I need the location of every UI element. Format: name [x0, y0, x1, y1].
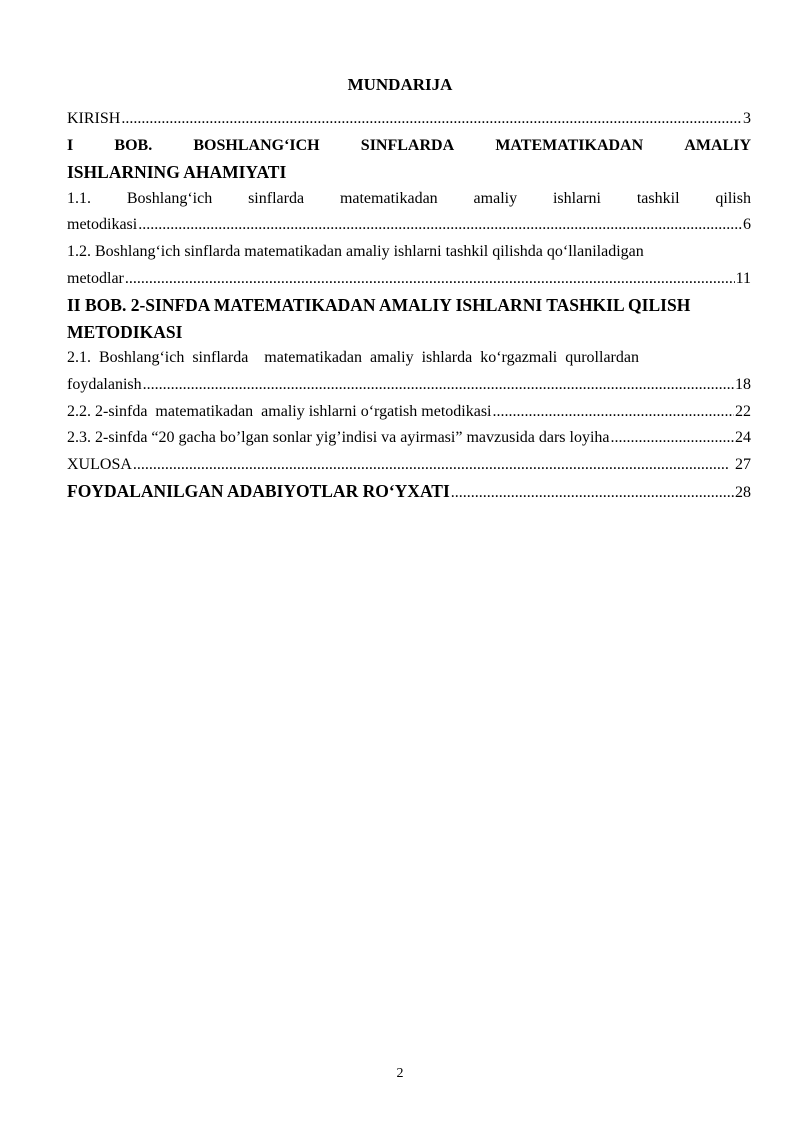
toc-entry-1-2-line1[interactable]: 1.2. Boshlang‘ich sinflarda matematikadan amaliy ishlarni tashkil qilishda qo‘llaniladigan [67, 242, 644, 260]
chapter-1-heading-line2: ISHLARNING AHAMIYATI [67, 162, 287, 183]
heading-word: BOB. [114, 136, 153, 154]
entry-word: ishlarni [552, 189, 601, 207]
table-of-contents [67, 106, 751, 505]
page-number: 2 [396, 1066, 404, 1081]
toc-entry-1-2-line2[interactable] [67, 266, 751, 293]
toc-entry-1-1-line1[interactable] [67, 186, 751, 213]
dot-leader [121, 106, 742, 133]
dot-leader [133, 452, 730, 479]
toc-entry-page: 24 [735, 429, 751, 447]
toc-entry-adabiyotlar[interactable] [67, 478, 751, 505]
entry-word: amaliy [473, 189, 518, 207]
heading-word: AMALIY [684, 136, 751, 154]
toc-entry-title: foydalanish [67, 375, 142, 393]
entry-word: qilish [715, 189, 751, 207]
toc-entry-title: FOYDALANILGAN ADABIYOTLAR RO‘YXATI [67, 481, 450, 502]
chapter-2-heading-line1[interactable]: II BOB. 2-SINFDA MATEMATIKADAN AMALIY ISHLARNI TASHKIL QILISH [67, 295, 691, 316]
dot-leader [143, 372, 734, 399]
entry-word: matematikadan [339, 189, 438, 207]
toc-entry-page: 22 [735, 402, 751, 420]
entry-word: Boshlang‘ich [126, 189, 213, 207]
page-title: MUNDARIJA [347, 75, 453, 94]
dot-leader [451, 480, 734, 507]
toc-entry-title: 2.2. 2-sinfda matematikadan amaliy ishlarni o‘rgatish metodikasi [67, 402, 492, 420]
chapter-1-heading-line1[interactable] [67, 133, 751, 160]
entry-word: sinflarda [248, 189, 305, 207]
toc-entry-title: metodlar [67, 269, 124, 287]
toc-entry-page: 18 [735, 375, 751, 393]
entry-word: tashkil [636, 189, 680, 207]
toc-entry-kirish[interactable] [67, 106, 751, 133]
dot-leader [611, 425, 734, 452]
toc-entry-title: metodikasi [67, 216, 138, 234]
toc-entry-2-1-line1[interactable]: 2.1. Boshlang‘ich sinflarda matematikadan amaliy ishlarda ko‘rgazmali qurollardan [67, 349, 639, 367]
toc-entry-page: 3 [743, 110, 751, 127]
toc-entry-xulosa[interactable] [67, 452, 751, 479]
chapter-2-heading-line2: METODIKASI [67, 321, 183, 342]
heading-word: I [67, 136, 74, 154]
toc-entry-title: KIRISH [67, 110, 121, 127]
dot-leader [138, 212, 742, 239]
heading-word: MATEMATIKADAN [495, 136, 644, 154]
entry-word: 1.1. [67, 189, 91, 207]
toc-entry-2-2[interactable] [67, 399, 751, 426]
toc-entry-title: 2.3. 2-sinfda “20 gacha bo’lgan sonlar yig’indisi va ayirmasi” mavzusida dars loyiha [67, 429, 610, 447]
toc-entry-title: XULOSA [67, 455, 132, 473]
toc-entry-page: 27 [731, 455, 751, 473]
dot-leader [125, 266, 735, 293]
toc-entry-2-1-line2[interactable] [67, 372, 751, 399]
toc-entry-page: 28 [735, 484, 751, 502]
toc-entry-page: 11 [735, 269, 751, 287]
dot-leader [493, 399, 735, 426]
heading-word: SINFLARDA [360, 136, 455, 154]
heading-word: BOSHLANG‘ICH [193, 136, 320, 154]
toc-entry-page: 6 [743, 216, 751, 234]
toc-entry-2-3[interactable] [67, 425, 751, 452]
toc-entry-1-1-line2[interactable] [67, 212, 751, 239]
